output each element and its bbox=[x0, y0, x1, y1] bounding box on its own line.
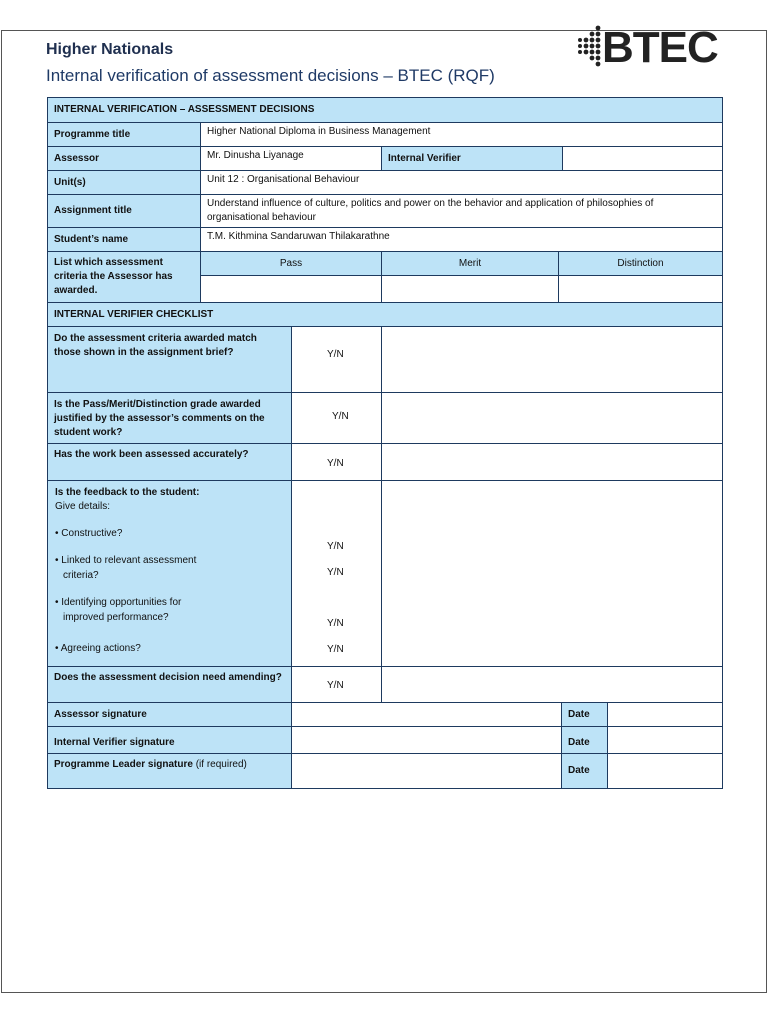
q4-give-details: Give details: bbox=[55, 501, 111, 512]
iv-signature-field[interactable] bbox=[291, 726, 562, 754]
q2-label: Is the Pass/Merit/Distinction grade awarded justified by the assessor’s comments on the student work? bbox=[47, 392, 292, 444]
q2-yn-cell[interactable] bbox=[291, 392, 382, 444]
logo-text: BTEC bbox=[602, 23, 718, 72]
assessor-date-label: Date bbox=[561, 702, 608, 727]
q4-comment-field[interactable] bbox=[381, 480, 723, 667]
pl-signature-label-cell bbox=[47, 753, 292, 789]
doc-heading: Higher Nationals bbox=[46, 41, 174, 58]
q5-yn: Y/N bbox=[327, 680, 344, 691]
assignment-title-label: Assignment title bbox=[47, 194, 201, 228]
pl-signature-field[interactable] bbox=[291, 753, 562, 789]
decisions-section-title: INTERNAL VERIFICATION – ASSESSMENT DECISIONS bbox=[47, 97, 723, 123]
iv-date-label: Date bbox=[561, 726, 608, 754]
doc-subtitle: Internal verification of assessment decisions – BTEC (RQF) bbox=[46, 66, 495, 85]
checklist-section-title: INTERNAL VERIFIER CHECKLIST bbox=[47, 302, 723, 327]
programme-title-label: Programme title bbox=[47, 122, 201, 147]
q4-constructive: • Constructive? bbox=[55, 528, 123, 539]
student-name-field[interactable]: T.M. Kithmina Sandaruwan Thilakarathne bbox=[200, 227, 723, 252]
distinction-criteria-field[interactable] bbox=[558, 275, 723, 303]
q4-agreeing-actions: • Agreeing actions? bbox=[55, 643, 141, 654]
pass-header: Pass bbox=[200, 251, 382, 276]
distinction-header: Distinction bbox=[558, 251, 723, 276]
q3-label: Has the work been assessed accurately? bbox=[47, 443, 292, 481]
q4-yn-cell[interactable] bbox=[291, 480, 382, 667]
assessor-signature-label: Assessor signature bbox=[47, 702, 292, 727]
q3-yn-cell[interactable] bbox=[291, 443, 382, 481]
units-field[interactable]: Unit 12 : Organisational Behaviour bbox=[200, 170, 723, 195]
assessor-field[interactable]: Mr. Dinusha Liyanage bbox=[200, 146, 382, 171]
q4-linked-line1: • Linked to relevant assessment bbox=[55, 555, 197, 566]
q2-yn: Y/N bbox=[332, 411, 349, 422]
internal-verifier-field[interactable] bbox=[562, 146, 723, 171]
merit-header: Merit bbox=[381, 251, 559, 276]
q4-opportunities-line2: improved performance? bbox=[63, 612, 169, 623]
iv-date-field[interactable] bbox=[607, 726, 723, 754]
assessor-label: Assessor bbox=[47, 146, 201, 171]
internal-verifier-label: Internal Verifier bbox=[381, 146, 563, 171]
q4-linked-line2: criteria? bbox=[63, 570, 99, 581]
q3-comment-field[interactable] bbox=[381, 443, 723, 481]
q5-yn-cell[interactable] bbox=[291, 666, 382, 703]
q4-yn-agreeing: Y/N bbox=[327, 644, 344, 655]
assessor-signature-field[interactable] bbox=[291, 702, 562, 727]
q3-yn: Y/N bbox=[327, 458, 344, 469]
merit-criteria-field[interactable] bbox=[381, 275, 559, 303]
pl-date-label: Date bbox=[561, 753, 608, 789]
programme-title-field[interactable]: Higher National Diploma in Business Management bbox=[200, 122, 723, 147]
q2-comment-field[interactable] bbox=[381, 392, 723, 444]
q1-yn: Y/N bbox=[327, 349, 344, 360]
pl-signature-label: Programme Leader signature bbox=[54, 759, 193, 770]
q4-opportunities-line1: • Identifying opportunities for bbox=[55, 597, 182, 608]
q5-label: Does the assessment decision need amending? bbox=[47, 666, 292, 703]
iv-form-table bbox=[47, 97, 723, 789]
iv-signature-label: Internal Verifier signature bbox=[47, 726, 292, 754]
assignment-title-field[interactable]: Understand influence of culture, politics and power on the behavior and application of philosophies of organisational behaviour bbox=[200, 194, 723, 228]
pass-criteria-field[interactable] bbox=[200, 275, 382, 303]
q1-label: Do the assessment criteria awarded match those shown in the assignment brief? bbox=[47, 326, 292, 393]
q4-yn-linked: Y/N bbox=[327, 567, 344, 578]
student-name-label: Student’s name bbox=[47, 227, 201, 252]
q5-comment-field[interactable] bbox=[381, 666, 723, 703]
criteria-awarded-label: List which assessment criteria the Assessor has awarded. bbox=[47, 251, 201, 303]
q4-title: Is the feedback to the student: bbox=[55, 487, 200, 498]
pl-date-field[interactable] bbox=[607, 753, 723, 789]
assessor-date-field[interactable] bbox=[607, 702, 723, 727]
units-label: Unit(s) bbox=[47, 170, 201, 195]
q4-yn-opportunities: Y/N bbox=[327, 618, 344, 629]
q4-feedback-block bbox=[47, 480, 292, 667]
q1-yn-cell[interactable] bbox=[291, 326, 382, 393]
q1-comment-field[interactable] bbox=[381, 326, 723, 393]
btec-logo bbox=[574, 22, 724, 74]
q4-yn-constructive: Y/N bbox=[327, 541, 344, 552]
pl-signature-note: (if required) bbox=[195, 759, 247, 770]
